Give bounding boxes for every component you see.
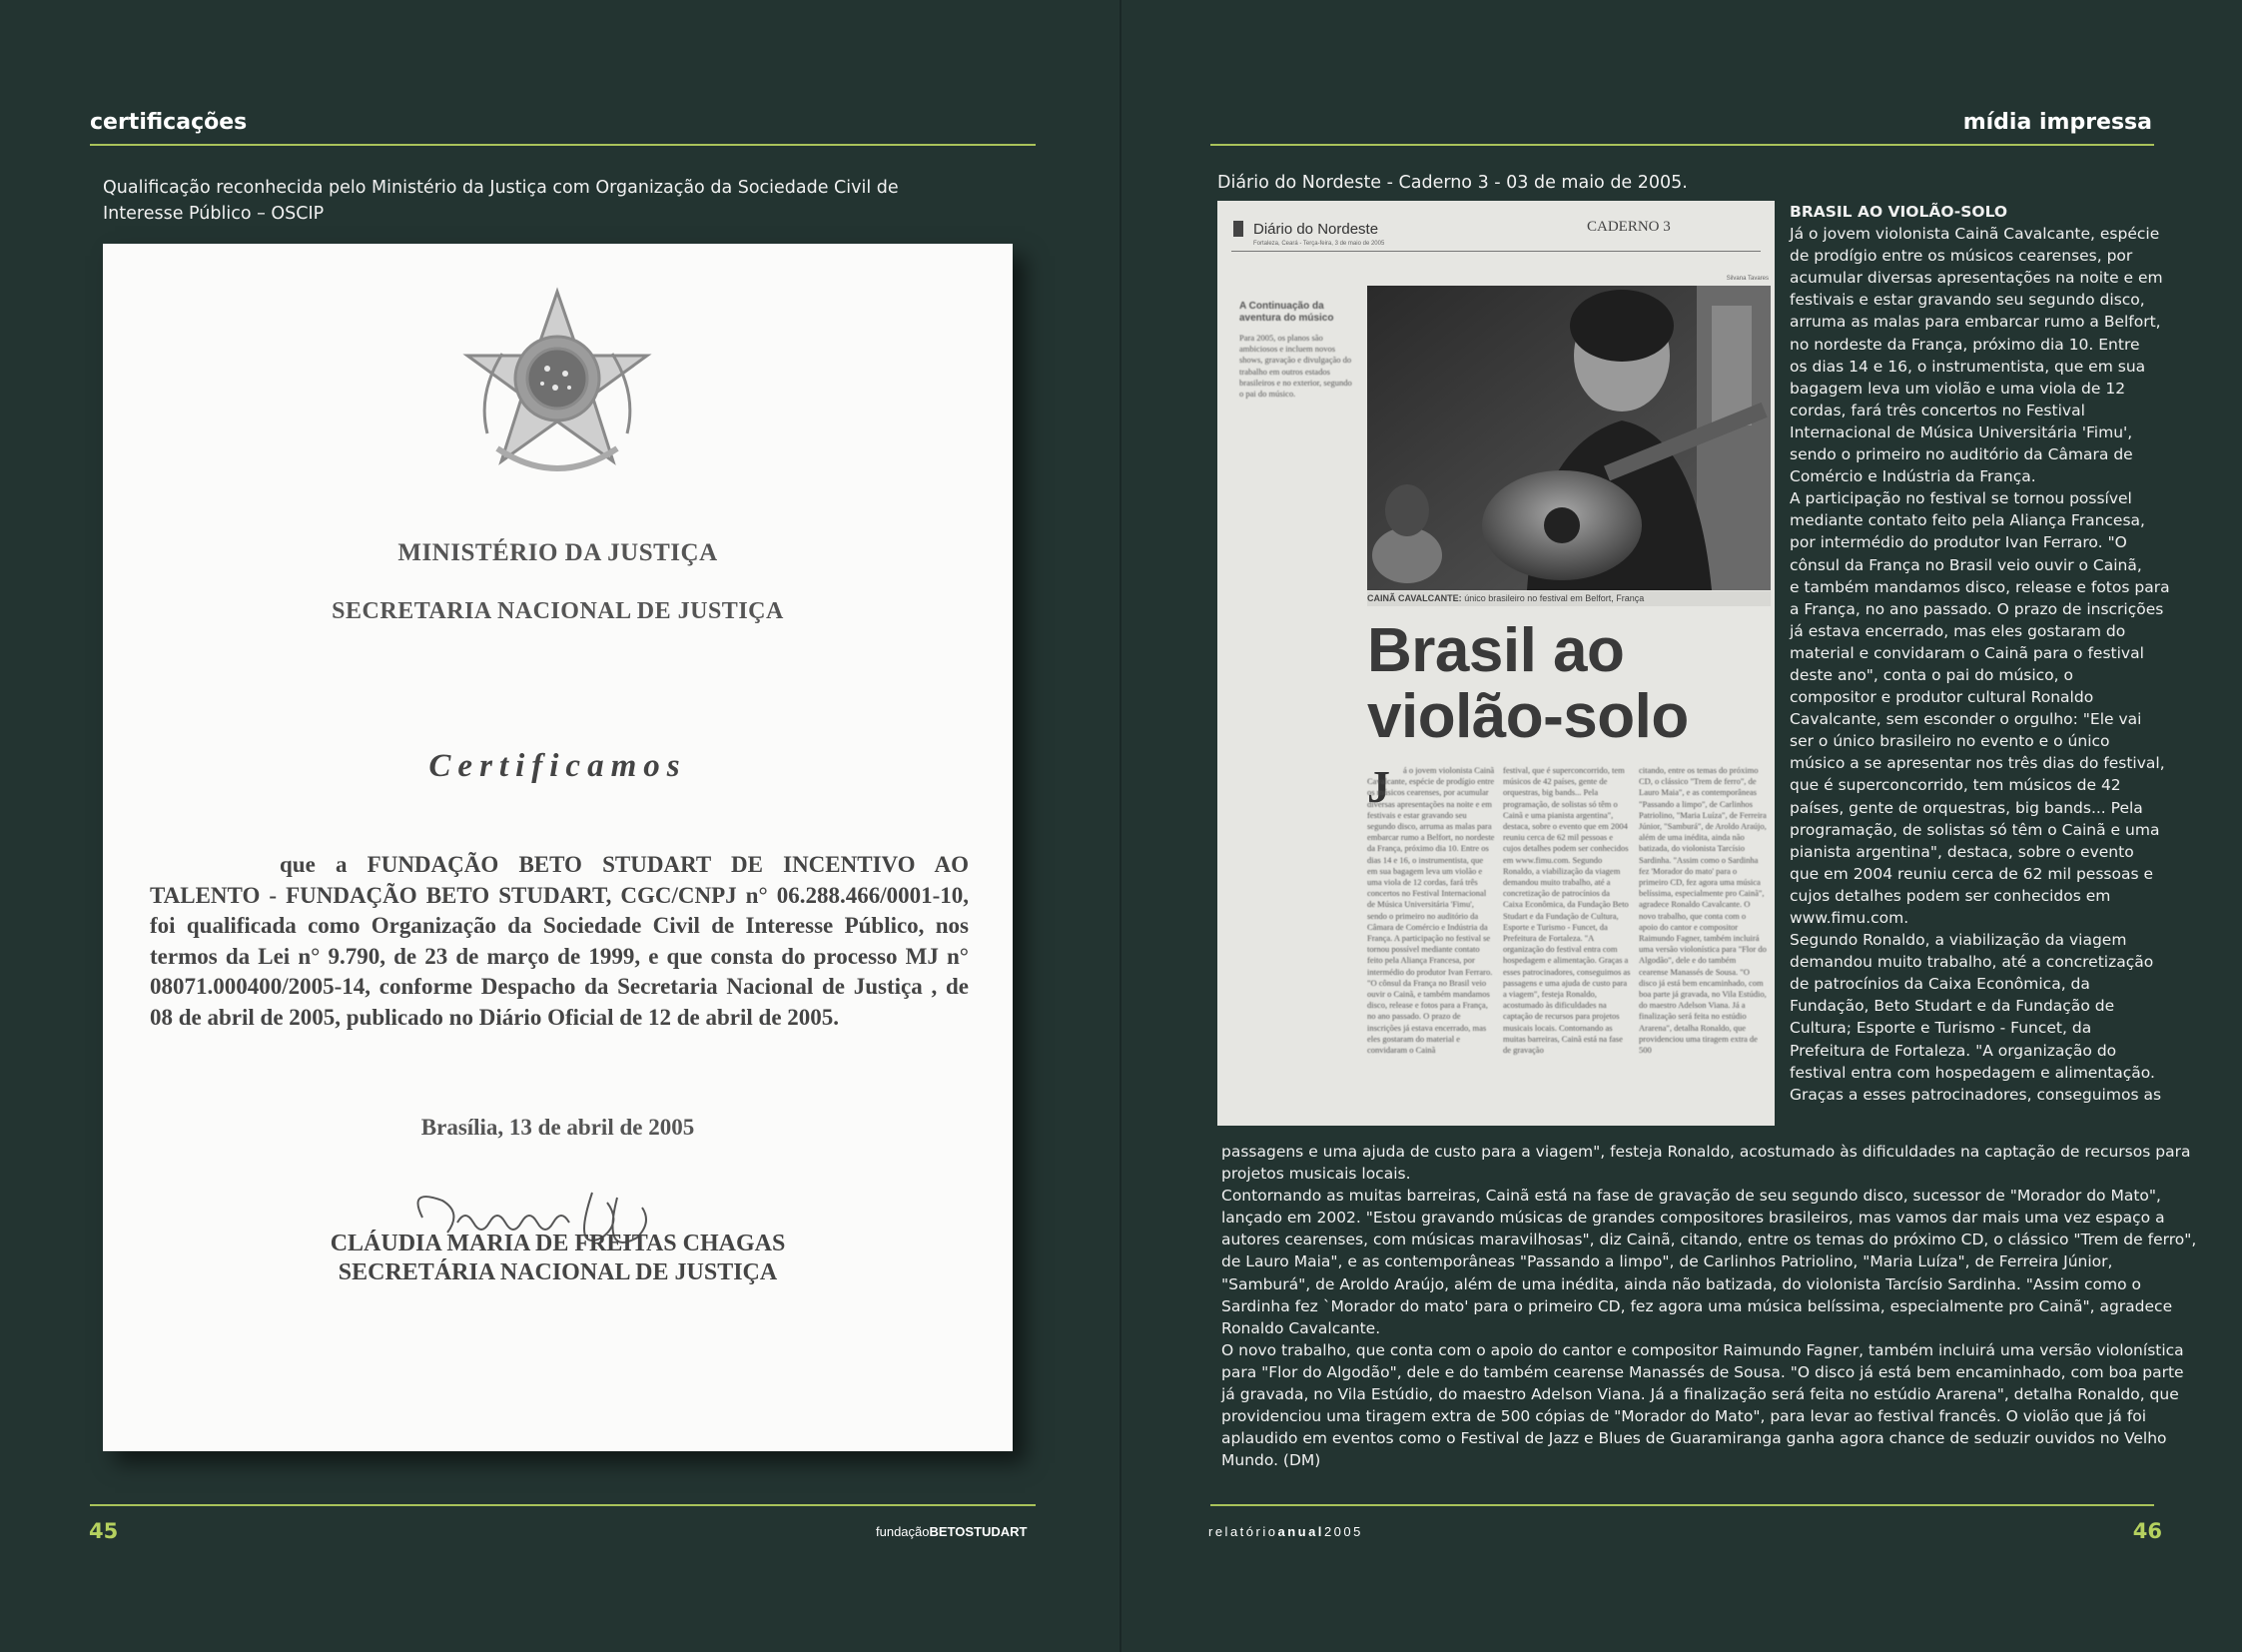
section-title-certificacoes: certificações — [90, 110, 248, 135]
photo-caption-text: único brasileiro no festival em Belfort, França — [1464, 593, 1645, 603]
page-spine — [1120, 0, 1121, 1652]
article-side-text — [1790, 223, 2170, 1106]
photo-caption-name: CAINÃ CAVALCANTE: — [1367, 593, 1462, 603]
article-line: Segundo Ronaldo, a viabilização da viagem — [1790, 931, 2127, 950]
masthead-mark — [1233, 221, 1243, 237]
article-side-block — [1790, 201, 2170, 1106]
article-line: pianista argentina", destaca, sobre o evento — [1790, 842, 2134, 861]
sidebar-text: Para 2005, os planos são ambiciosos e incluem novos shows, gravação e divulgação do trabalho em outros estados brasileiros e no exterior, segundo o pai do músico. — [1239, 333, 1352, 400]
footer-brand-left — [876, 1524, 1027, 1539]
article-line: a França, no ano passado. O prazo de inscrições — [1790, 599, 2164, 618]
article-title: BRASIL AO VIOLÃO-SOLO — [1790, 203, 2008, 221]
newspaper-headline — [1367, 618, 1689, 750]
certificate-signatory-title: SECRETÁRIA NACIONAL DE JUSTIÇA — [338, 1259, 778, 1285]
article-line: que em 2004 reuniu cerca de 62 mil pessoas e — [1790, 864, 2154, 883]
article-line: já estava encerrado, mas eles gostaram do — [1790, 621, 2126, 640]
article-line: bagagem leva um violão e uma viola de 12 — [1790, 379, 2126, 398]
certification-intro: Qualificação reconhecida pelo Ministério da Justiça com Organização da Sociedade Civil de Interesse Público – OSCIP — [103, 178, 899, 224]
article-line: cujos detalhes podem ser conhecidos em — [1790, 886, 2111, 905]
article-line: sendo o primeiro no auditório da Câmara de — [1790, 445, 2133, 464]
article-line: Cavalcante, sem esconder o orgulho: "Ele vai — [1790, 710, 2142, 729]
article-line: Comércio e Indústria da França. — [1790, 467, 2036, 486]
article-line: mediante contato feito pela Aliança Francesa, — [1790, 511, 2145, 530]
article-line: compositor e produtor cultural Ronaldo — [1790, 688, 2094, 707]
brazil-coat-of-arms-icon — [447, 284, 667, 493]
article-line: festivais e estar gravando seu segundo disco, — [1790, 291, 2145, 310]
newspaper-section: CADERNO 3 — [1587, 219, 1671, 235]
article-line: que é superconcorrido, tem músicos de 42 — [1790, 776, 2121, 795]
article-line: www.fimu.com. — [1790, 909, 1909, 927]
guitarist-photo — [1367, 286, 1771, 590]
article-line: cordas, fará três concertos no Festival — [1790, 401, 2085, 419]
article-line: deste ano", conta o pai do músico, o — [1790, 665, 2073, 684]
certificate-document — [103, 244, 1013, 1451]
certificate-signatory: CLÁUDIA MARIA DE FREITAS CHAGAS — [330, 1231, 786, 1256]
masthead-rule — [1231, 251, 1761, 252]
certificate-secretariat: SECRETARIA NACIONAL DE JUSTIÇA — [332, 598, 784, 624]
article-line: Fundação, Beto Studart e da Fundação de — [1790, 997, 2115, 1016]
article-line: países, gente de orquestras, big bands... Pela — [1790, 798, 2143, 817]
section-title-midia-impressa: mídia impressa — [1962, 110, 2152, 135]
article-line: passagens e uma ajuda de custo para a viagem", festeja Ronaldo, acostumado às dificuldades na captação de recursos para — [1221, 1143, 2191, 1161]
header-rule-left — [90, 144, 1036, 146]
article-line: "Samburá", de Aroldo Araújo, além de uma inédita, ainda não batizada, do violonista Tarcísio Sardinha. "Assim como o — [1221, 1274, 2141, 1293]
article-line: arruma as malas para embarcar rumo a Belfort, — [1790, 313, 2161, 332]
page-number-left: 45 — [89, 1519, 119, 1543]
article-line: de Lauro Maia", e as contemporâneas "Passando a limpo", de Carlinhos Patriolino, "Maria Luíza", de Ferreira Júnior, — [1221, 1252, 2113, 1271]
article-line: autores cearenses, com músicas maravilhosas", diz Cainã, citando, entre os temas do próximo CD, o clássico "Trem de ferro", — [1221, 1231, 2197, 1249]
page-number-right: 46 — [2132, 1519, 2162, 1543]
article-line: programação, de solistas só têm o Cainã e uma — [1790, 820, 2160, 839]
newspaper-clipping — [1217, 201, 1775, 1126]
footer-brand-prefix: fundação — [876, 1524, 930, 1539]
newspaper-column-1: á o jovem violonista Cainã Cavalcante, espécie de prodígio entre os músicos cearenses, por acumular diversas apresentações na noite e em festivais e estar gravando seu segundo disco, arruma as malas para embarcar rumo a Belfort, no nordeste da França, próximo dia 10. Entre os dias 14 e 16, o instrumentista, que em sua bagagem leva um violão e uma viola de 12 cordas, fará três concertos no Festival Internacional de Música Universitária 'Fimu', sendo o primeiro no auditório da Câmara de Comércio e Indústria da França. A participação no festival se tornou possível mediante contato feito pela Aliança Francesa, por intermédio do produtor Ivan Ferraro. "O cônsul da França no Brasil veio ouvir o Cainã, e também mandamos disco, release e fotos para a França, no ano passado. O prazo de inscrições já estava encerrado, mas eles gostaram do material e convidaram o Cainã — [1367, 765, 1495, 1056]
article-line: no nordeste da França, próximo dia 10. Entre — [1790, 335, 2140, 354]
photo-credit: Silvana Tavares — [1726, 276, 1769, 282]
article-line: festival entra com hospedagem e alimentação. — [1790, 1063, 2155, 1082]
article-line: lançado em 2002. "Estou gravando músicas de grandes compositores brasileiros, mas vamos dar mais uma vez espaço a — [1221, 1209, 2165, 1228]
photo-caption — [1367, 591, 1771, 606]
article-line: por intermédio do produtor Ivan Ferraro. "O — [1790, 533, 2127, 552]
article-line: Ronaldo Cavalcante. — [1221, 1318, 1381, 1337]
footer-report-brand — [1208, 1524, 1363, 1539]
article-line: cônsul da França no Brasil veio ouvir o Cainã, — [1790, 555, 2142, 574]
article-line: para "Flor do Algodão", dele e do também cearense Manassés de Sousa. "O disco já está bem encaminhado, com boa parte — [1221, 1362, 2184, 1381]
header-rule-right — [1210, 144, 2154, 146]
article-line: Cultura; Esporte e Turismo - Funcet, da — [1790, 1019, 2092, 1038]
certificate-body: que a FUNDAÇÃO BETO STUDART DE INCENTIVO AO TALENTO - FUNDAÇÃO BETO STUDART, CGC/CNPJ n° 06.288.466/0001-10, foi qualificada como Organização da Sociedade Civil de Interesse Público, nos termos da Lei n° 9.790, de 23 de março de 1999, e que consta do processo MJ n° 08071.000400/2005-14, conforme Despacho da Secretaria Nacional de Justiça , de 08 de abril de 2005, publicado no Diário Oficial de 12 de abril de 2005. — [150, 852, 969, 1030]
article-line: os dias 14 e 16, o instrumentista, que em sua — [1790, 357, 2146, 376]
footer-report-year: 2005 — [1323, 1524, 1363, 1539]
newspaper-masthead: Diário do Nordeste — [1253, 221, 1379, 238]
newspaper-column-2: festival, que é superconcorrido, tem músicos de 42 países, gente de orquestras, big bands... Pela programação, de solistas só têm o Cainã e uma pianista argentina", destaca, sobre o evento que em 2004 reuniu cerca de 62 mil pessoas e cujos detalhes podem ser conhecidos em www.fimu.com. Segundo Ronaldo, a viabilização da viagem demandou muito trabalho, até a concretização de patrocínios da Caixa Econômica, da Fundação Beto Studart e da Fundação de Cultura, Esporte e Turismo - Funcet, da Prefeitura de Fortaleza. "A organização do festival entra com hospedagem e alimentação. Graças a esses patrocinadores, conseguimos as passagens e uma ajuda de custo para a viagem", festeja Ronaldo, acostumado às dificuldades na captação de recursos para projetos musicais locais. Contornando as muitas barreiras, Cainã está na fase de gravação — [1503, 765, 1631, 1056]
article-line: e também mandamos disco, release e fotos para — [1790, 577, 2170, 596]
article-line: já gravada, no Vila Estúdio, do maestro Adelson Viana. Já a finalização será feita no estúdio Ararena", detalha Ronaldo, que — [1221, 1385, 2179, 1404]
article-line: Sardinha fez `Morador do mato' para o primeiro CD, fez agora uma música belíssima, especialmente pro Cainã", agradece — [1221, 1296, 2173, 1315]
article-line: acumular diversas apresentações na noite e em — [1790, 269, 2163, 288]
drop-cap-j: J — [1367, 761, 1390, 812]
article-line: aplaudido em eventos como o Festival de Jazz e Blues de Guaramiranga ganha agora chance de seduzir ouvidos no Velho — [1221, 1429, 2167, 1448]
article-line: músico a se apresentar nos três dias do festival, — [1790, 754, 2165, 773]
article-line: providenciou uma tiragem extra de 500 cópias de "Morador do Mato", para levar ao festival francês. O violão que já foi — [1221, 1407, 2147, 1426]
article-line: Já o jovem violonista Cainã Cavalcante, espécie — [1790, 225, 2160, 244]
article-line: A participação no festival se tornou possível — [1790, 489, 2132, 508]
article-line: ser o único brasileiro no evento e o único — [1790, 732, 2110, 751]
article-line: material e convidaram o Cainã para o festival — [1790, 643, 2144, 662]
article-line: Prefeitura de Fortaleza. "A organização do — [1790, 1041, 2117, 1060]
newspaper-caption: Diário do Nordeste - Caderno 3 - 03 de maio de 2005. — [1217, 173, 1688, 193]
footer-brand-bold: BETOSTUDART — [929, 1524, 1028, 1539]
article-line: de patrocínios da Caixa Econômica, da — [1790, 975, 2090, 994]
article-line: demandou muito trabalho, até a concretização — [1790, 953, 2154, 972]
article-line: Contornando as muitas barreiras, Cainã está na fase de gravação de seu segundo disco, sucessor de "Morador do Mato", — [1221, 1187, 2161, 1206]
newspaper-sidebar — [1239, 301, 1355, 1010]
headline-line-1: Brasil ao — [1367, 616, 1625, 685]
article-line: Internacional de Música Universitária 'Fimu', — [1790, 422, 2133, 441]
headline-line-2: violão-solo — [1367, 682, 1689, 751]
footer-report-prefix: relatório — [1208, 1524, 1278, 1539]
footer-rule-right — [1210, 1504, 2154, 1506]
article-line: O novo trabalho, que conta com o apoio do cantor e compositor Raimundo Fagner, também incluirá uma versão violonística — [1221, 1340, 2184, 1359]
certificate-ministry: MINISTÉRIO DA JUSTIÇA — [397, 539, 718, 566]
certificate-place-date: Brasília, 13 de abril de 2005 — [420, 1115, 695, 1140]
sidebar-heading: A Continuação da aventura do músico — [1239, 301, 1334, 324]
certificate-heading: Certificamos — [428, 748, 687, 784]
article-line: projetos musicais locais. — [1221, 1165, 1411, 1184]
footer-rule-left — [90, 1504, 1036, 1506]
article-line: Graças a esses patrocinadores, conseguimos as — [1790, 1085, 2162, 1104]
footer-report-bold: anual — [1277, 1524, 1324, 1539]
article-bottom-text — [1221, 1141, 2197, 1471]
newspaper-dateline: Fortaleza, Ceará - Terça-feira, 3 de maio de 2005 — [1253, 241, 1385, 247]
article-line: de prodígio entre os músicos cearenses, por — [1790, 247, 2133, 266]
newspaper-column-3: citando, entre os temas do próximo CD, o clássico "Trem de ferro", de Lauro Maia", e as contemporâneas "Passando a limpo", de Carlinhos Patriolino, "Maria Luíza", de Ferreira Júnior, "Samburá", de Aroldo Araújo, além de uma inédita, ainda não batizada, do violonista Tarcísio Sardinha. "Assim como o Sardinha fez 'Morador do mato' para o primeiro CD, fez agora uma música belíssima, especialmente pro Cainã", agradece Ronaldo Cavalcante. O novo trabalho, que conta com o apoio do cantor e compositor Raimundo Fagner, também incluirá uma versão violonística para "Flor do Algodão", dele e do também cearense Manassés de Sousa. "O disco já está bem encaminhado, com boa parte já gravada, no Vila Estúdio, do maestro Adelson Viana. Já a finalização será feita no estúdio Ararena", detalha Ronaldo, que providenciou uma tiragem extra de 500 — [1639, 765, 1767, 1056]
article-line: Mundo. (DM) — [1221, 1451, 1321, 1470]
